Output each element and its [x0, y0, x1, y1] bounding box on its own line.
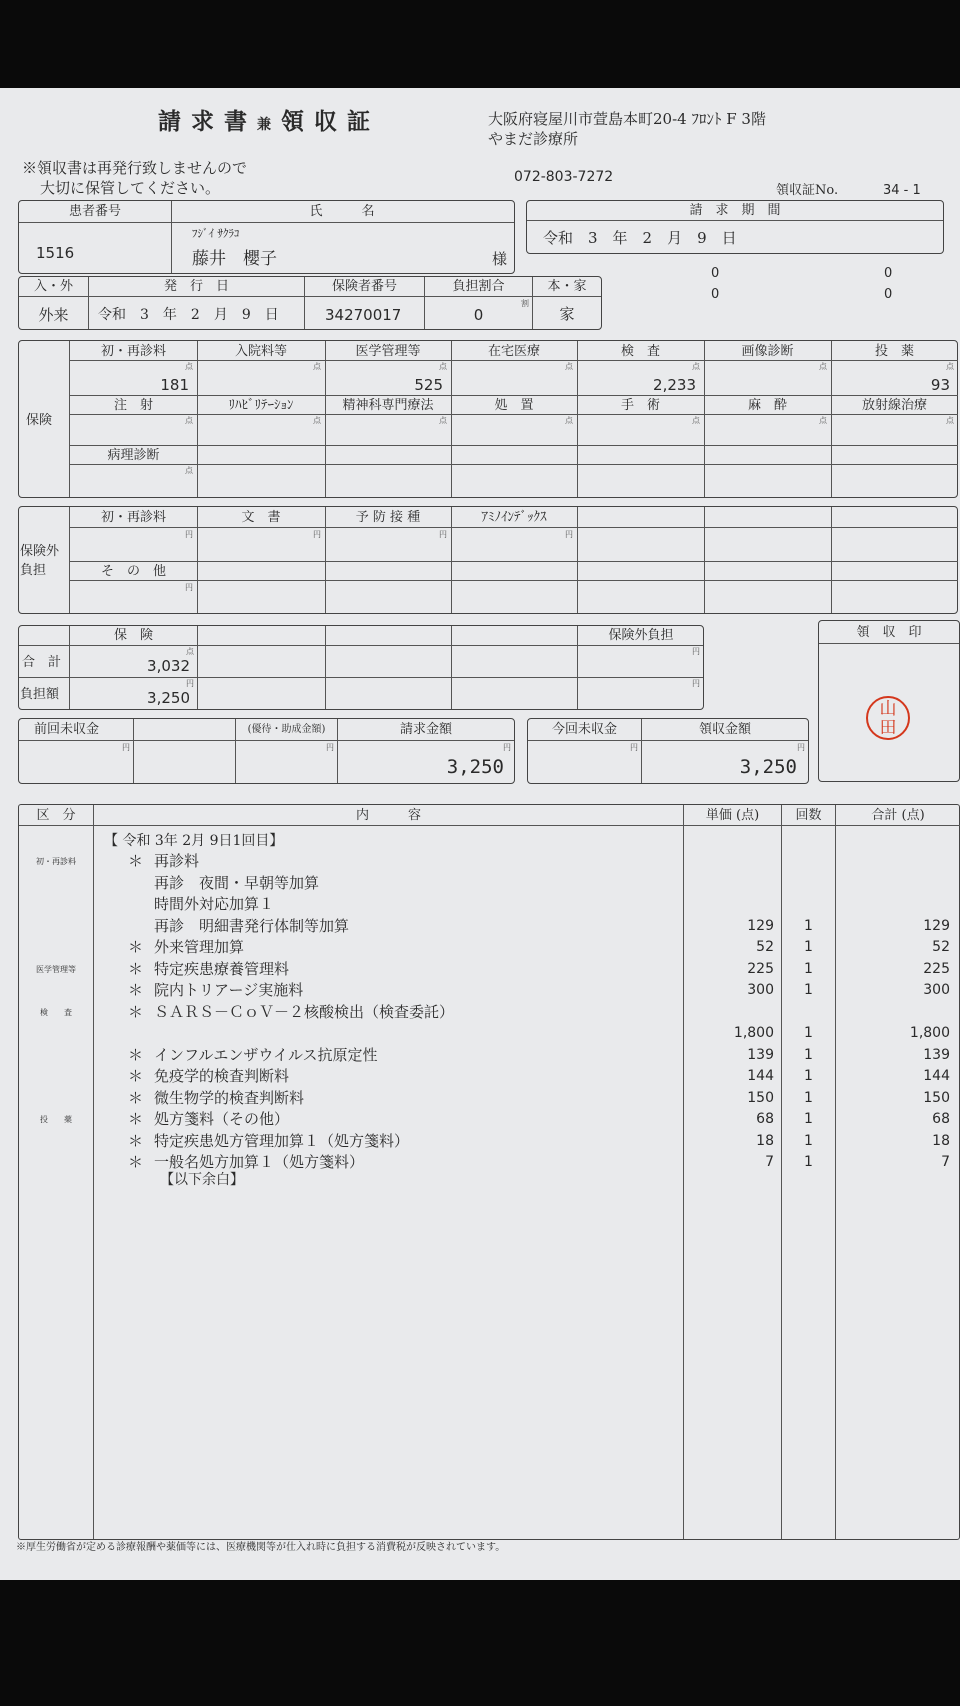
ins-header-1-4: 手 術 [620, 398, 660, 413]
prev-unpaid-label: 前回未収金 [34, 722, 100, 737]
grid-line [70, 561, 958, 562]
ins-unit-1-6: 点 [946, 416, 954, 425]
ins-header-0-3: 在宅医療 [487, 344, 540, 359]
detail-header-count: 回数 [795, 808, 822, 823]
notice-line-2: 大切に保管してください。 [40, 179, 221, 197]
document-title [158, 110, 371, 133]
non-insurance-side-label: 保険外負担 [20, 544, 60, 578]
detail-count-5: 1 [804, 961, 813, 977]
ins-header-0-5: 画像診断 [741, 344, 794, 359]
ins-unit-0-5: 点 [819, 362, 827, 371]
detail-count-10: 1 [804, 1068, 813, 1084]
detail-price-8: 1,800 [733, 1025, 774, 1041]
detail-text-13: 特定疾患処方管理加算１（処方箋料） [154, 1132, 410, 1150]
detail-category-0: 初・再診料 [36, 857, 76, 866]
detail-text-6: 院内トリアージ実施料 [154, 981, 304, 999]
title-receipt: 領 収 証 [281, 108, 372, 135]
zero-3: 0 [711, 287, 720, 302]
detail-total-3: 129 [923, 918, 950, 934]
detail-text-10: 免疫学的検査判断料 [154, 1067, 290, 1085]
ins-unit-0-4: 点 [692, 362, 700, 371]
noni-unit-1-2: 円 [439, 530, 447, 539]
noni-header-3: ｱﾐﾉｲﾝﾃﾞｯｸｽ [481, 510, 547, 525]
current-unpaid-unit: 円 [630, 743, 638, 752]
prev-unpaid-unit: 円 [122, 743, 130, 752]
seal-text: 山田 [879, 699, 897, 738]
notice-line-1: ※領収書は再発行致しませんので [22, 159, 248, 177]
zero-4: 0 [884, 287, 893, 302]
receipt-seal [866, 696, 910, 740]
noni-unit-1-1: 円 [313, 530, 321, 539]
detail-text-14: 一般名処方加算１（処方箋料） [154, 1153, 365, 1171]
noni-burden-unit: 円 [692, 679, 700, 688]
ins-header-1-5: 麻 酔 [747, 398, 787, 413]
detail-mark-9: ＊ [128, 1046, 144, 1064]
detail-header-content: 内 容 [355, 808, 421, 823]
stamp-label: 領 収 印 [856, 625, 922, 640]
title-small: 兼 [257, 117, 273, 133]
ins-unit-0-3: 点 [565, 362, 573, 371]
detail-date-line: 【 令和 3年 2月 9日1回目】 [104, 833, 284, 849]
info-ratio-unit: 割 [521, 299, 529, 308]
detail-total-12: 68 [932, 1111, 950, 1127]
detail-total-13: 18 [932, 1133, 950, 1149]
detail-count-6: 1 [804, 982, 813, 998]
period-label: 請 求 期 間 [689, 203, 781, 218]
info-self-family: 家 [559, 305, 575, 323]
detail-header-price: 単価 (点) [705, 808, 760, 823]
billed-unit: 円 [503, 743, 511, 752]
detail-count-11: 1 [804, 1090, 813, 1106]
detail-count-8: 1 [804, 1025, 813, 1041]
ins-header-2-0: 病理診断 [107, 448, 160, 463]
detail-count-3: 1 [804, 918, 813, 934]
ins-unit-1-4: 点 [692, 416, 700, 425]
ins-value-0: 181 [160, 376, 189, 394]
detail-mark-12: ＊ [128, 1110, 144, 1128]
info-ratio: 0 [473, 306, 484, 324]
grid-line [577, 341, 578, 497]
info-issue-date: 令和 3 年 2 月 9 日 [98, 307, 279, 323]
ins-unit-1-5: 点 [819, 416, 827, 425]
grid-line [451, 341, 452, 497]
detail-category-5: 医学管理等 [36, 965, 76, 974]
receipt-no: 34 - 1 [883, 183, 921, 198]
detail-price-4: 52 [756, 939, 774, 955]
current-unpaid-label: 今回未収金 [551, 722, 617, 737]
patient-id: 1516 [36, 244, 75, 262]
totals-row-burden-label: 負担額 [20, 687, 60, 702]
ins-unit-1-2: 点 [439, 416, 447, 425]
info-header-issue-date: 発 行 日 [163, 279, 229, 294]
totals-insurance-label: 保 険 [113, 628, 153, 643]
total-points-unit: 点 [186, 647, 194, 656]
ins-header-0-0: 初・再診料 [100, 344, 166, 359]
grid-line [577, 507, 578, 613]
patient-name-label: 氏 名 [309, 204, 375, 219]
noni-unit-1-3: 円 [565, 530, 573, 539]
received-amount: 3,250 [739, 756, 797, 778]
detail-total-8: 1,800 [909, 1025, 950, 1041]
grid-line [70, 395, 958, 396]
detail-price-3: 129 [747, 918, 774, 934]
detail-total-5: 225 [923, 961, 950, 977]
ins-header-0-1: 入院料等 [234, 344, 287, 359]
detail-text-7: ＳＡＲＳ－ＣｏＶ－２核酸検出（検査委託） [154, 1003, 455, 1021]
title-main: 請 求 書 [158, 108, 249, 135]
detail-price-13: 18 [756, 1133, 774, 1149]
detail-text-5: 特定疾患療養管理料 [154, 960, 290, 978]
detail-text-4: 外来管理加算 [154, 938, 245, 956]
grid-line [704, 507, 705, 613]
grid-line [704, 341, 705, 497]
info-header-inout: 入・外 [33, 279, 73, 294]
ins-header-0-6: 投 薬 [874, 344, 914, 359]
detail-text-2: 時間外対応加算１ [154, 895, 275, 913]
detail-header-category: 区 分 [36, 808, 76, 823]
burden-amount: 3,250 [147, 689, 190, 707]
grid-line [831, 507, 832, 613]
patient-id-label: 患者番号 [68, 204, 121, 219]
ins-unit-1-1: 点 [313, 416, 321, 425]
ins-header-1-2: 精神科専門療法 [342, 398, 434, 413]
detail-text-0: 再診料 [154, 852, 200, 870]
detail-price-14: 7 [765, 1154, 774, 1170]
detail-text-1: 再診 夜間・早朝等加算 [154, 874, 320, 892]
noni-header-2: 予 防 接 種 [355, 510, 421, 525]
ins-header-1-1: ﾘﾊﾋﾞﾘﾃｰｼｮﾝ [228, 398, 294, 413]
detail-total-10: 144 [923, 1068, 950, 1084]
insurance-side-label: 保険 [26, 413, 53, 428]
noni-header-0: 初・再診料 [100, 510, 166, 525]
info-header-insurer-no: 保険者番号 [331, 279, 397, 294]
subsidy-label: (優待・助成金額) [247, 724, 326, 735]
detail-mark-14: ＊ [128, 1153, 144, 1171]
clinic-phone: 072-803-7272 [514, 169, 614, 185]
billed-amount: 3,250 [446, 756, 504, 778]
ins-header-1-6: 放射線治療 [861, 398, 927, 413]
footer-note: ※厚生労働省が定める診療報酬や薬価等には、医療機関等が仕入れ時に負担する消費税が反映されています。 [16, 1542, 506, 1553]
subsidy-unit: 円 [326, 743, 334, 752]
ins-value-2: 525 [414, 376, 443, 394]
totals-non-insurance-label: 保険外負担 [608, 628, 674, 643]
detail-mark-4: ＊ [128, 938, 144, 956]
ins-header-1-3: 処 置 [494, 398, 534, 413]
grid-line [70, 414, 958, 415]
ins-unit-0-1: 点 [313, 362, 321, 371]
detail-text-11: 微生物学的検査判断料 [154, 1089, 305, 1107]
ins-unit-0-6: 点 [946, 362, 954, 371]
billing-period: 令和 3 年 2 月 9 日 [543, 229, 737, 247]
total-points: 3,032 [147, 657, 190, 675]
noni-total-unit: 円 [692, 647, 700, 656]
detail-text-3: 再診 明細書発行体制等加算 [154, 917, 350, 935]
grid-line [70, 580, 958, 581]
billed-label: 請求金額 [399, 722, 452, 737]
zero-1: 0 [711, 266, 720, 281]
detail-mark-0: ＊ [128, 852, 144, 870]
info-header-ratio: 負担割合 [452, 279, 505, 294]
detail-count-4: 1 [804, 939, 813, 955]
received-label: 領収金額 [698, 722, 751, 737]
patient-honorific: 様 [492, 250, 508, 268]
detail-header-total: 合計 (点) [871, 808, 925, 823]
ins-unit-1-0: 点 [185, 416, 193, 425]
detail-total-6: 300 [923, 982, 950, 998]
detail-total-9: 139 [923, 1047, 950, 1063]
detail-text-9: インフルエンザウイルス抗原定性 [154, 1046, 378, 1064]
detail-count-13: 1 [804, 1133, 813, 1149]
ins-value-4: 2,233 [653, 376, 696, 394]
detail-price-9: 139 [747, 1047, 774, 1063]
patient-name: 藤井 櫻子 [192, 249, 277, 269]
noni-unit-1-0: 円 [185, 530, 193, 539]
detail-total-14: 7 [941, 1154, 950, 1170]
info-inout: 外来 [38, 306, 69, 324]
clinic-name: やまだ診療所 [488, 130, 579, 148]
detail-text-12: 処方箋料（その他） [154, 1110, 290, 1128]
ins-header-0-2: 医学管理等 [355, 344, 421, 359]
noni-unit-2-0: 円 [185, 583, 193, 592]
detail-count-12: 1 [804, 1111, 813, 1127]
receipt-no-label: 領収証No. [776, 183, 839, 198]
grid-line [325, 341, 326, 497]
totals-row-total-label: 合 計 [22, 655, 62, 670]
ins-unit-0-0: 点 [185, 362, 193, 371]
detail-mark-6: ＊ [128, 981, 144, 999]
detail-count-14: 1 [804, 1154, 813, 1170]
clinic-address: 大阪府寝屋川市萱島本町20-4 ﾌﾛﾝﾄ F 3階 [488, 110, 766, 128]
grid-line [70, 464, 958, 465]
burden-unit: 円 [186, 679, 194, 688]
noni-header-1: 文 書 [241, 510, 281, 525]
ins-unit-0-2: 点 [439, 362, 447, 371]
detail-mark-7: ＊ [128, 1003, 144, 1021]
detail-total-4: 52 [932, 939, 950, 955]
detail-mark-11: ＊ [128, 1089, 144, 1107]
received-unit: 円 [797, 743, 805, 752]
grid-line [197, 341, 198, 497]
grid-line [70, 445, 958, 446]
ins-header-1-0: 注 射 [113, 398, 153, 413]
detail-price-10: 144 [747, 1068, 774, 1084]
info-insurer-no: 34270017 [325, 306, 402, 324]
grid-line [831, 341, 832, 497]
detail-price-6: 300 [747, 982, 774, 998]
detail-end-line: 【以下余白】 [160, 1172, 244, 1188]
ins-unit-1-3: 点 [565, 416, 573, 425]
detail-category-12: 投 薬 [40, 1115, 72, 1124]
detail-price-11: 150 [747, 1090, 774, 1106]
detail-price-12: 68 [756, 1111, 774, 1127]
noni-header-other: そ の 他 [100, 564, 166, 579]
grid-line [70, 527, 958, 528]
detail-count-9: 1 [804, 1047, 813, 1063]
detail-mark-13: ＊ [128, 1132, 144, 1150]
detail-total-11: 150 [923, 1090, 950, 1106]
detail-category-7: 検 査 [40, 1008, 72, 1017]
ins-unit-2-0: 点 [185, 466, 193, 475]
detail-price-5: 225 [747, 961, 774, 977]
ins-header-0-4: 検 査 [620, 344, 660, 359]
patient-kana: ﾌｼﾞｲ ｻｸﾗｺ [192, 227, 240, 240]
grid-line [70, 360, 958, 361]
ins-value-6: 93 [930, 376, 950, 394]
insurance-grid [18, 340, 958, 498]
zero-2: 0 [884, 266, 893, 281]
info-header-self-family: 本・家 [547, 279, 587, 294]
detail-mark-5: ＊ [128, 960, 144, 978]
detail-mark-10: ＊ [128, 1067, 144, 1085]
